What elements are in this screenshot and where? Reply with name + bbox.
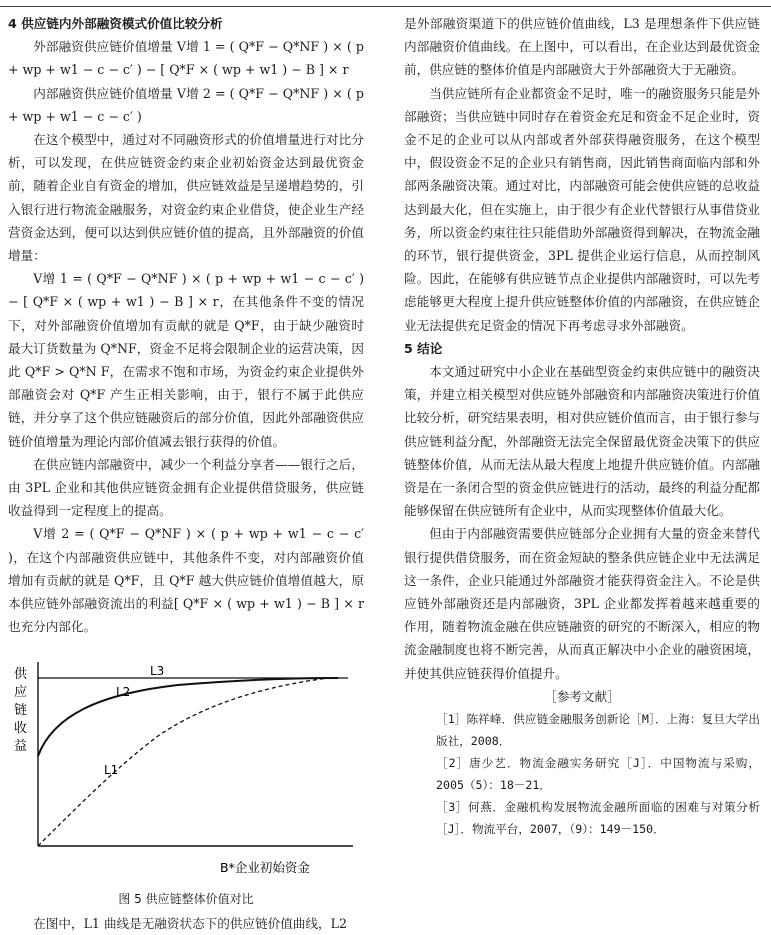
curve-L1	[38, 678, 328, 846]
y-axis-label-char: 益	[14, 739, 28, 755]
x-axis-label: B*企业初始资金	[220, 860, 310, 876]
references-heading: ［参考文献］	[544, 688, 620, 704]
label-L3: L3	[150, 664, 165, 679]
y-axis-label-char: 应	[14, 685, 28, 701]
paragraph: 当供应链所有企业都资金不足时，唯一的融资服务只能是外部融资；当供应链中同时存在着资金充足和资金不足企业时，资金不足的企业可以从内部或者外部获得融资服务，在这个模型中，假设资金不足的企业只有销售商，因此销售商面临内部和外部两条融资决策。通过对比，内部融资可能会使供应链的总收益达到最大化，但在实施上，由于很少有企业代替银行从事借贷业务，所以资金约束往往只能借助外部融资得到解决，在物流金融的环节，银行提供资金，3PL 提供企业运行信息，从而控制风险。因此，在能够有供应链节点企业提供内部融资时，可以先考虑能够更大程度上提升供应链整体价值的内部融资，在供应链企业无法提供充足资金的情况下再考虑寻求外部融资。	[404, 85, 760, 333]
label-L1: L1	[104, 763, 119, 778]
y-axis-label-char: 收	[14, 721, 28, 737]
paragraph: 在这个模型中，通过对不同融资形式的价值增量进行对比分析，可以发现，在供应链资金约束企业初始资金达到最优资金前，随着企业自有资金的增加，供应链效益是呈递增趋势的，引入银行进行物流金融服务，对资金约束企业借贷，使企业生产经营资金达到，便可以达到供应链价值的提高，且外部融资的价值增量：	[8, 132, 364, 264]
section-5-heading: 5 结论	[404, 340, 443, 356]
figure-caption: 图 5 供应链整体价值对比	[118, 892, 254, 907]
paragraph: 在供应链内部融资中，减少一个利益分享者——银行之后，由 3PL 企业和其他供应链资金拥有企业提供借贷服务，供应链收益得到一定程度上的提高。	[8, 456, 364, 519]
paragraph: 但由于内部融资需要供应链部分企业拥有大量的资金来替代银行提供借贷服务，而在资金短缺的整条供应链企业中无法满足这一条件，企业只能通过外部融资才能获得资金注入。不论是供应链外部融资还是内部融资，3PL 企业都发挥着越来越重要的作用，随着物流金融在供应链融资的研究的不断深入，相应的物流金融制度也将不断完善，从而真正解决中小企业的融资困境，并使其供应链获得价值提升。	[404, 526, 760, 681]
header-rule	[0, 0, 771, 7]
equation-external-financing: 外部融资供应链价值增量 V增 1 = ( Q*F − Q*NF ) × ( p + wp + w1 − c − c′ ) − [ Q*F × ( wp + w1 ) − B ] × r	[8, 39, 364, 78]
left-column	[8, 12, 364, 935]
paragraph: 在图中，L1 曲线是无融资状态下的供应链价值曲线，L2	[33, 915, 348, 931]
equation-internal-financing: 内部融资供应链价值增量 V增 2 = ( Q*F − Q*NF ) × ( p + wp + w1 − c − c′ )	[8, 85, 364, 124]
paragraph: V增 2 = ( Q*F − Q*NF ) × ( p + wp + w1 − c − c′ )，在这个内部融资供应链中，其他条件不变，对内部融资价值增加有贡献的就是 Q*F，且 Q*F 越大供应链价值增值越大，原本供应链外部融资流出的利益[ Q*F × ( wp + w1 ) − B ] × r 也充分内部化。	[8, 526, 364, 635]
section-4-heading: 4 供应链内外部融资模式价值比较分析	[8, 16, 223, 31]
reference-item: ［3］何燕．金融机构发展物流金融所面临的困难与对策分析［J］．物流平台，2007，（9）：149－150．	[436, 800, 760, 837]
paragraph: V增 1 = ( Q*F − Q*NF ) × ( p + wp + w1 − c − c′ ) − [ Q*F × ( wp + w1 ) − B ] × r，在其他条件不变的情况下，对外部融资价值增加有贡献的就是 Q*F，由于缺少融资时最大订货数量为 Q*NF，资金不足将会限制企业的运营决策，因此 Q*F > Q*N F，在需求不饱和市场，为资金约束企业提供外部融资会对 Q*F 产生正相关影响，由于，银行不属于此供应链，并分享了这个供应链融资后的部分价值，因此外部融资供应链价值增量为理论内部价值减去银行获得的价值。	[8, 271, 364, 449]
right-column	[404, 12, 760, 840]
y-axis-label-char: 供	[14, 667, 28, 683]
paragraph: 是外部融资渠道下的供应链价值曲线，L3 是理想条件下供应链内部融资价值曲线。在上图中，可以看出，在企业达到最优资金前，供应链的整体价值是内部融资大于外部融资大于无融资。	[404, 16, 760, 78]
reference-item: ［1］陈祥峰．供应链金融服务创新论［M］．上海：复旦大学出版社，2008．	[436, 712, 760, 749]
figure-5	[8, 656, 364, 888]
label-L2: L2	[116, 685, 131, 700]
value-comparison-diagram	[8, 656, 364, 888]
paragraph: 本文通过研究中小企业在基础型资金约束供应链中的融资决策，并建立相关模型对供应链外部融资和内部融资决策进行价值比较分析，研究结果表明，相对供应链价值而言，由于银行参与供应链利益分配，外部融资无法完全保留最优资金决策下的供应链整体价值，从而无法从最大程度上地提升供应链价值。内部融资是在一条闭合型的资金供应链进行的活动，最终的利益分配都能够保留在供应链所有企业中，从而实现整体价值最大化。	[404, 364, 760, 519]
curve-L2	[38, 678, 338, 756]
y-axis-label-char: 链	[14, 703, 28, 719]
reference-item: ［2］唐少艺．物流金融实务研究［J］．中国物流与采购，2005（5）：18－21．	[436, 756, 760, 793]
